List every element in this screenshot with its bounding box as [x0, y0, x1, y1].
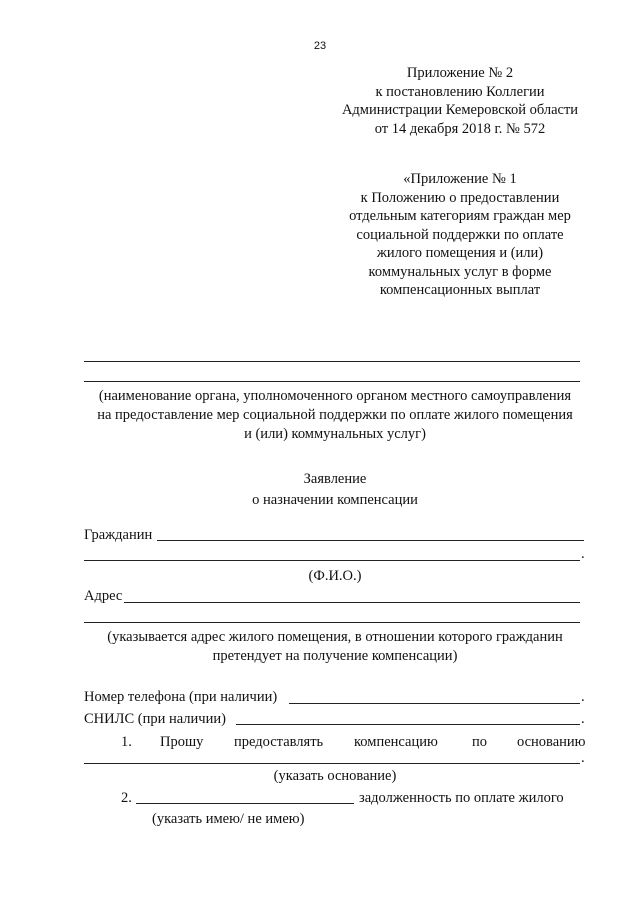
item-1-word: по — [472, 734, 488, 750]
citizen-field[interactable] — [157, 540, 584, 541]
appendix-1-line: коммунальных услуг в форме — [368, 263, 552, 280]
citizen-label: Гражданин — [84, 527, 153, 543]
snils-field[interactable] — [236, 724, 580, 725]
organ-caption-line: на предоставление мер социальной поддержки по оплате жилого помещения — [97, 407, 573, 423]
appendix-2-header — [330, 64, 590, 138]
address-caption — [80, 628, 590, 666]
organ-caption — [80, 387, 590, 444]
appendix-2-line: от 14 декабря 2018 г. № 572 — [374, 120, 546, 137]
snils-label: СНИЛС (при наличии) — [84, 711, 226, 727]
appendix-1-line: компенсационных выплат — [379, 282, 541, 298]
fio-caption: (Ф.И.О.) — [308, 568, 362, 584]
appendix-1-line: социальной поддержки по оплате — [356, 226, 564, 243]
citizen-field-continuation[interactable] — [84, 560, 580, 561]
address-caption-line: (указывается адрес жилого помещения, в отношении которого гражданин — [107, 629, 563, 645]
appendix-2-line: Администрации Кемеровской области — [341, 102, 579, 118]
address-caption-line: претендует на получение компенсации) — [212, 648, 458, 664]
snils-dot: . — [581, 711, 585, 727]
organ-caption-line: (наименование органа, уполномоченного органом местного самоуправления — [98, 388, 572, 404]
appendix-1-line: жилого помещения и (или) — [376, 245, 544, 261]
basis-caption: (указать основание) — [273, 768, 397, 784]
basis-dot: . — [581, 750, 585, 766]
phone-field[interactable] — [289, 703, 580, 704]
organ-caption-line: и (или) коммунальных услуг) — [244, 426, 426, 442]
address-field[interactable] — [124, 602, 580, 603]
item-1-number: 1. — [121, 734, 132, 750]
title-line-1: Заявление — [303, 471, 367, 487]
page-number: 23 — [313, 40, 327, 52]
address-label: Адрес — [84, 588, 123, 604]
appendix-1-line: «Приложение № 1 — [403, 171, 517, 187]
organ-name-line[interactable] — [84, 361, 580, 362]
item-1-word: предоставлять — [234, 734, 324, 750]
document-title — [80, 469, 590, 511]
citizen-dot: . — [581, 546, 585, 562]
item-2-text: задолженность по оплате жилого — [359, 790, 564, 806]
address-field-continuation[interactable] — [84, 622, 580, 623]
title-line-2: о назначении компенсации — [252, 492, 418, 508]
appendix-2-line: Приложение № 2 — [406, 65, 514, 81]
item-1-word: компенсацию — [354, 734, 438, 750]
appendix-2-line: к постановлению Коллегии — [375, 83, 545, 100]
phone-dot: . — [581, 689, 585, 705]
item-1-word: основанию — [517, 734, 586, 750]
have-caption: (указать имею/ не имею) — [152, 811, 305, 827]
appendix-1-header — [330, 170, 590, 300]
basis-field[interactable] — [84, 763, 580, 764]
item-2-number: 2. — [121, 790, 132, 806]
item-1-word: Прошу — [160, 734, 204, 750]
item-2-field[interactable] — [136, 803, 354, 804]
appendix-1-line: к Положению о предоставлении — [360, 189, 560, 206]
phone-label: Номер телефона (при наличии) — [84, 689, 278, 705]
appendix-1-line: отдельным категориям граждан мер — [349, 208, 571, 224]
organ-name-line[interactable] — [84, 381, 580, 382]
